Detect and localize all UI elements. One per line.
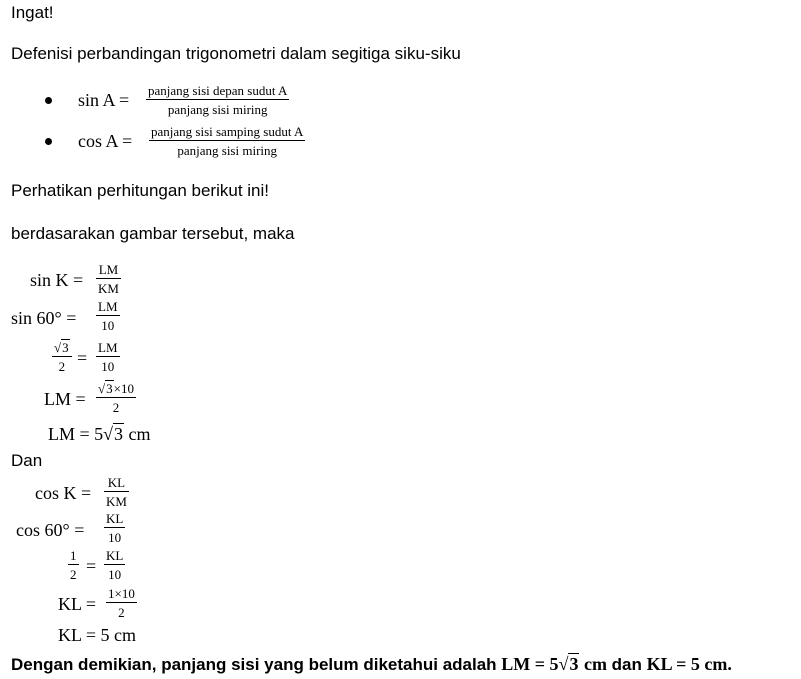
numerator: KL [106, 511, 124, 526]
lm-result: LM = 5√3 cm [48, 424, 151, 444]
equals-sign: = [86, 556, 97, 576]
conclusion-kl: KL = 5 cm. [646, 654, 732, 674]
lm-step3-left-fraction [52, 340, 72, 374]
numerator: LM [98, 340, 118, 355]
radicand: 3 [62, 340, 69, 355]
denominator: 10 [101, 359, 115, 374]
sin-formula-numerator: panjang sisi depan sudut A [148, 83, 288, 98]
cos-formula-fraction [149, 124, 305, 158]
unit: cm [124, 424, 151, 444]
conclusion-text: Dengan demikian, panjang sisi yang belum diketahui adalah [11, 655, 502, 674]
radicand: 3 [569, 654, 579, 674]
sin-formula-lhs: sin A = [78, 90, 130, 110]
intro-text: berdasarakan gambar tersebut, maka [11, 224, 295, 243]
conclusion-connector: dan [606, 655, 647, 674]
bullet-dot [45, 138, 52, 145]
conclusion-sentence [11, 654, 732, 675]
cos-formula-denominator: panjang sisi miring [177, 143, 278, 158]
denominator: 2 [58, 359, 66, 374]
note-text: Perhatikan perhitungan berikut ini! [11, 181, 269, 200]
denominator: 2 [118, 605, 125, 620]
lm-step4-lhs: LM = [44, 389, 86, 409]
denominator: 2 [70, 567, 77, 582]
lm-result-value: LM = 5 [48, 424, 104, 444]
numerator: √3 [54, 340, 69, 355]
denominator: 2 [112, 400, 120, 415]
numerator: LM [98, 299, 118, 314]
lm-step3-right-fraction [96, 340, 120, 374]
cos-formula-numerator: panjang sisi samping sudut A [151, 124, 304, 139]
conclusion-lm: LM = 5√3 cm [501, 654, 607, 674]
denominator: KM [106, 494, 127, 509]
lm-step1-fraction [96, 262, 121, 296]
sin-formula-denominator: panjang sisi miring [167, 102, 268, 117]
kl-step4-fraction [106, 586, 137, 620]
heading: Ingat! [11, 3, 54, 22]
numerator: 1 [70, 548, 77, 563]
radicand: 3 [114, 424, 124, 444]
numerator: KL [106, 548, 124, 563]
definition-text: Defenisi perbandingan trigonometri dalam segitiga siku-siku [11, 44, 461, 63]
denominator: 10 [108, 530, 122, 545]
equals-sign: = [77, 348, 88, 368]
bullet-dot [45, 97, 52, 104]
numerator: 1×10 [108, 586, 135, 601]
and-word: Dan [11, 451, 43, 470]
denominator: 10 [101, 318, 115, 333]
kl-step1-fraction [104, 475, 129, 509]
denominator: KM [98, 281, 119, 296]
numerator: LM [98, 262, 119, 277]
lm-step1-lhs: sin K = [30, 270, 84, 290]
lm-step2-fraction [96, 299, 120, 333]
cos-formula-lhs: cos A = [78, 131, 133, 151]
kl-step3-right-fraction [104, 548, 125, 582]
kl-step2-lhs: cos 60° = [16, 520, 85, 540]
lm-step2-lhs: sin 60° = [11, 308, 77, 328]
sin-formula-fraction [146, 83, 289, 117]
denominator: 10 [108, 567, 122, 582]
numerator: KL [107, 475, 126, 490]
radicand: 3 [106, 381, 113, 396]
kl-result: KL = 5 cm [58, 625, 136, 645]
conclusion-lm-value: LM = 5 [501, 654, 559, 674]
kl-step2-fraction [104, 511, 125, 545]
unit: cm [579, 654, 607, 674]
numerator: √3×10 [98, 381, 134, 396]
lm-step4-fraction [96, 381, 136, 415]
kl-step3-left-fraction [68, 548, 79, 582]
kl-step4-lhs: KL = [58, 594, 96, 614]
kl-step1-lhs: cos K = [35, 483, 92, 503]
numerator-rest: ×10 [113, 381, 134, 396]
